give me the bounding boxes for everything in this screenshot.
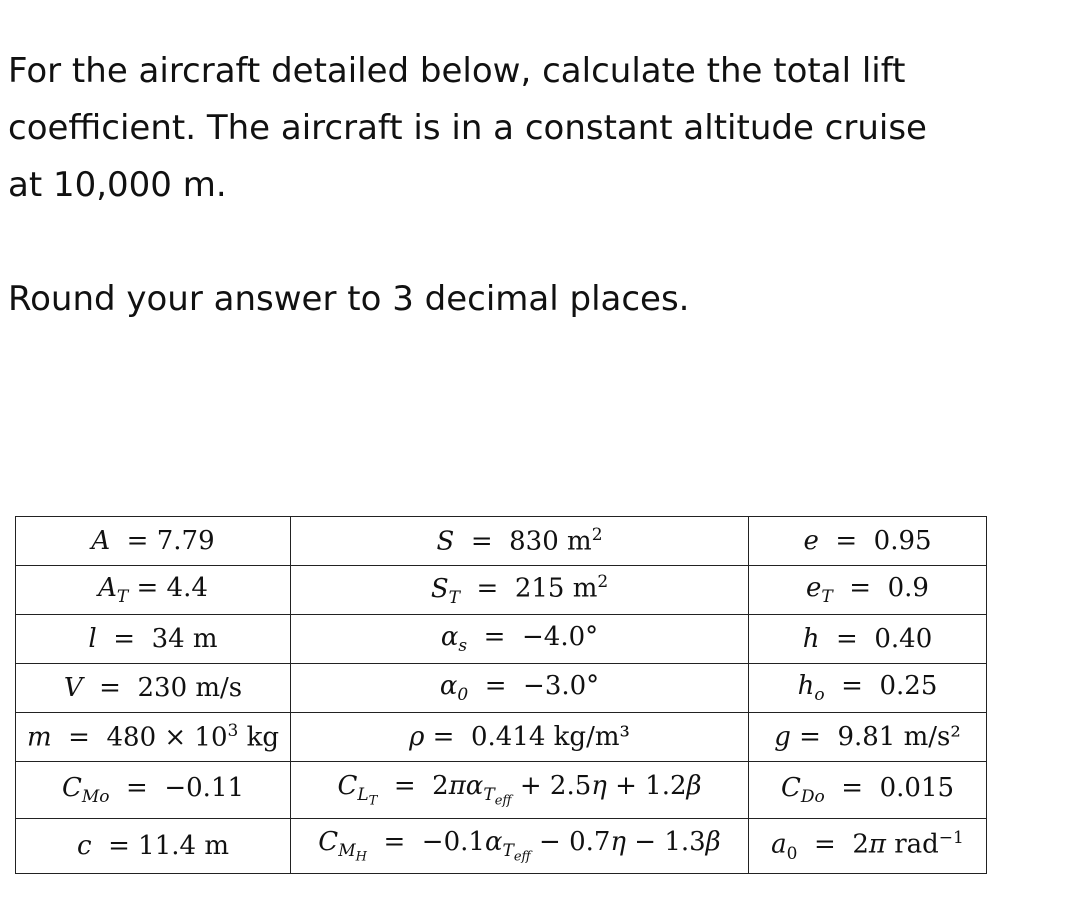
table-row: [16, 713, 987, 762]
table-row: [16, 762, 987, 819]
param-alpha-s: $\alpha_s = -4.0^\circ$: [291, 615, 749, 664]
question-text: [8, 43, 1008, 214]
table-row: [16, 615, 987, 664]
param-lift-slope: $a_0 = 2\pi$ rad$^{-1}$: [749, 819, 987, 874]
parameter-table: [15, 516, 987, 874]
param-chord: c = 11.4 m: [16, 819, 291, 874]
param-hinge-moment: $C_{M_H} = -0.1\alpha_{T_{eff}} - 0.7\eta - 1.3\beta$: [291, 819, 749, 874]
param-zero-lift-drag: $C_{Do} = 0.015$: [749, 762, 987, 819]
param-oswald-efficiency: e = 0.95: [749, 517, 987, 566]
param-tail-lift-coefficient: $C_{L_T} = 2\pi\alpha_{T_{eff}} + 2.5\eta + 1.2\beta$: [291, 762, 749, 819]
param-wing-area: S = 830 $m^2$: [291, 517, 749, 566]
question-line-3: at 10,000 m.: [8, 165, 227, 205]
table-row: [16, 517, 987, 566]
param-mass: $m = 480 \times 10^3$ kg: [16, 713, 291, 762]
param-pitching-moment: $C_{Mo} = -0.11$: [16, 762, 291, 819]
question-line-1: For the aircraft detailed below, calculate the total lift: [8, 51, 906, 91]
param-ac-position: $h_o = 0.25$: [749, 664, 987, 713]
param-tail-efficiency: $e_T = 0.9$: [749, 566, 987, 615]
table-row: [16, 664, 987, 713]
param-gravity: g = 9.81 m/s²: [749, 713, 987, 762]
param-velocity: V = 230 m/s: [16, 664, 291, 713]
param-tail-aspect-ratio: $A_T = 4.4$: [16, 566, 291, 615]
question-line-2: coefficient. The aircraft is in a constant altitude cruise: [8, 108, 927, 148]
table-row: [16, 819, 987, 874]
table-row: [16, 566, 987, 615]
param-cg-position: h = 0.40: [749, 615, 987, 664]
param-tail-area: $S_T = 215$ $m^2$: [291, 566, 749, 615]
param-aspect-ratio: A = 7.79: [16, 517, 291, 566]
rounding-instruction: Round your answer to 3 decimal places.: [8, 279, 690, 319]
param-alpha-zero: $\alpha_0 = -3.0^\circ$: [291, 664, 749, 713]
param-tail-arm: l = 34 m: [16, 615, 291, 664]
param-air-density: ρ = 0.414 kg/m³: [291, 713, 749, 762]
